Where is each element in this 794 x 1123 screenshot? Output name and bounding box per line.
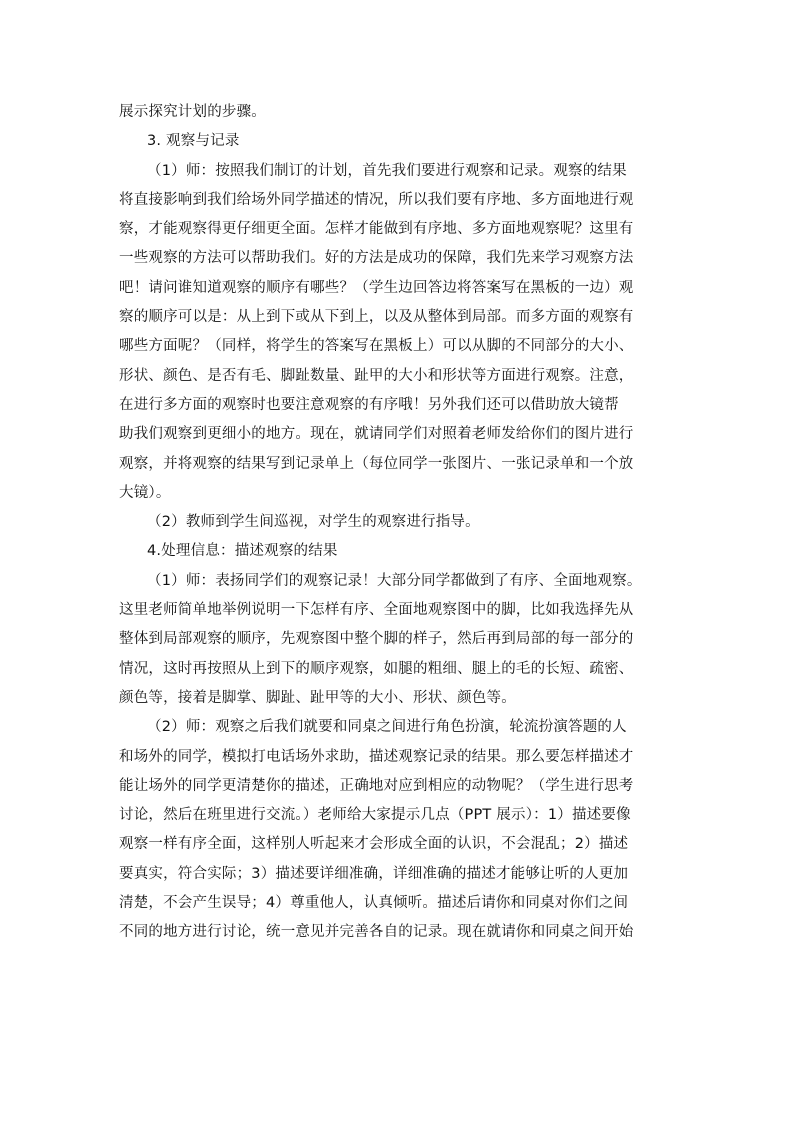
text-line: 这里老师简单地举例说明一下怎样有序、全面地观察图中的脚，比如我选择先从 xyxy=(119,602,634,619)
text-line: 一些观察的方法可以帮助我们。好的方法是成功的保障，我们先来学习观察方法 xyxy=(119,250,634,267)
section-heading: 4.处理信息：描述观察的结果 xyxy=(147,543,338,560)
document-page xyxy=(119,98,679,948)
text-line: 大镜）。 xyxy=(119,484,171,501)
text-line: 清楚，不会产生误导；4）尊重他人，认真倾听。描述后请你和同桌对你们之间 xyxy=(119,895,629,912)
text-line: 讨论，然后在班里进行交流。）老师给大家提示几点（PPT 展示）：1）描述要像 xyxy=(119,807,631,824)
text-line: 整体到局部观察的顺序，先观察图中整个脚的样子，然后再到局部的每一部分的 xyxy=(119,631,634,648)
text-line: 助我们观察到更细小的地方。现在，就请同学们对照着老师发给你们的图片进行 xyxy=(119,426,634,443)
text-line: 展示探究计划的步骤。 xyxy=(119,104,266,120)
text-line: 在进行多方面的观察时也要注意观察的有序哦！另外我们还可以借助放大镜帮 xyxy=(119,396,619,413)
text-line: 颜色等，接着是脚掌、脚趾、趾甲等的大小、形状、颜色等。 xyxy=(119,689,516,706)
text-line: （1）师：按照我们制订的计划，首先我们要进行观察和记录。观察的结果 xyxy=(147,162,627,179)
text-line: 不同的地方进行讨论，统一意见并完善各自的记录。现在就请你和同桌之间开始 xyxy=(119,924,634,941)
section-heading: 3. 观察与记录 xyxy=(147,133,240,150)
text-line: 形状、颜色、是否有毛、脚趾数量、趾甲的大小和形状等方面进行观察。注意， xyxy=(119,367,634,384)
text-line: 要真实，符合实际；3）描述要详细准确，详细准确的描述才能够让听的人更加 xyxy=(119,865,629,882)
text-line: 哪些方面呢？（同样，将学生的答案写在黑板上）可以从脚的不同部分的大小、 xyxy=(119,338,634,355)
text-line: 情况，这时再按照从上到下的顺序观察，如腿的粗细、腿上的毛的长短、疏密、 xyxy=(119,660,634,677)
text-line: （2）教师到学生间巡视，对学生的观察进行指导。 xyxy=(147,514,480,531)
text-line: （2）师：观察之后我们就要和同桌之间进行角色扮演，轮流扮演答题的人 xyxy=(147,719,627,736)
text-line: 观察一样有序全面，这样别人听起来才会形成全面的认识，不会混乱；2）描述 xyxy=(119,836,629,853)
text-line: 能让场外的同学更清楚你的描述，正确地对应到相应的动物呢？（学生进行思考 xyxy=(119,777,634,794)
text-line: 吧！请问谁知道观察的顺序有哪些？（学生边回答边将答案写在黑板的一边）观 xyxy=(119,279,634,296)
text-line: 观察，并将观察的结果写到记录单上（每位同学一张图片、一张记录单和一个放 xyxy=(119,455,634,472)
text-line: 将直接影响到我们给场外同学描述的情况，所以我们要有序地、多方面地进行观 xyxy=(119,191,634,208)
text-line: （1）师：表扬同学们的观察记录！大部分同学都做到了有序、全面地观察。 xyxy=(147,572,642,589)
text-line: 察，才能观察得更仔细更全面。怎样才能做到有序地、多方面地观察呢？这里有 xyxy=(119,221,634,238)
text-line: 和场外的同学，模拟打电话场外求助，描述观察记录的结果。那么要怎样描述才 xyxy=(119,748,634,765)
text-line: 察的顺序可以是：从上到下或从下到上，以及从整体到局部。而多方面的观察有 xyxy=(119,309,634,326)
